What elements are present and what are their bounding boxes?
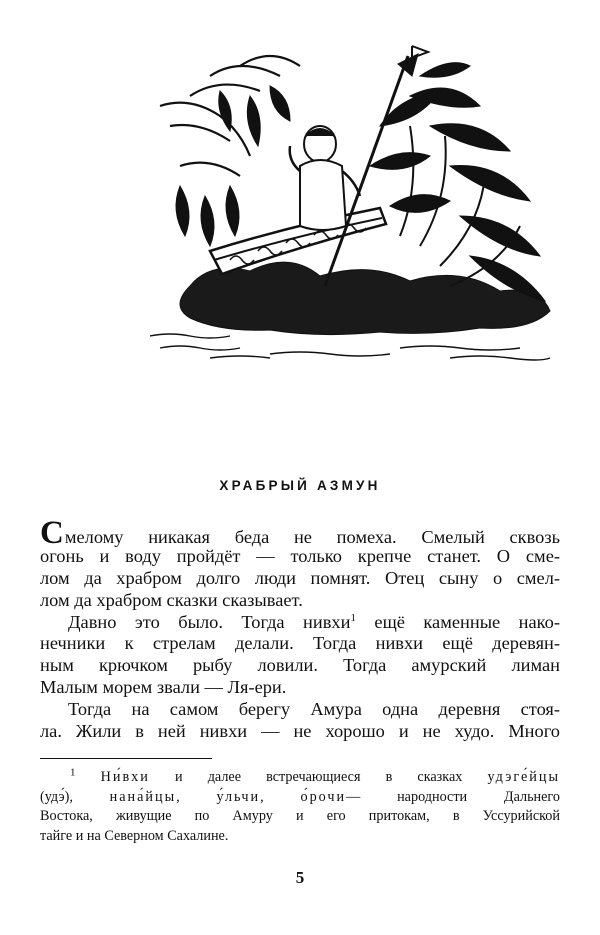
paragraph-3-line-2: ла. Жили в ней нивхи — не хорошо и не худо. Много <box>40 721 560 742</box>
page-number: 5 <box>295 868 305 887</box>
footnote-line-4: тайге и на Северном Сахалине. <box>40 828 229 845</box>
paragraph-2-line-4: Малым морем звали — Ля-ери. <box>40 677 287 698</box>
paragraph-1-line-4: лом да храбром сказки сказывает. <box>40 589 303 610</box>
drop-cap: С <box>40 515 64 551</box>
paragraph-1-line-2: огонь и воду пройдёт — только крепче станет. О сме- <box>40 545 560 566</box>
footnote-line-1: $^1$ Ни́вхи и далее встречающиеся в сказках удэге́йцы <box>70 766 560 785</box>
footnote-mark: 1 <box>70 766 76 779</box>
footnote <box>40 768 560 847</box>
illustration-boy-in-boat <box>150 36 560 366</box>
footnote-divider <box>40 758 212 759</box>
paragraph-2-line-2: нечники к стрелам делали. Тогда нивхи ещё деревян- <box>40 633 560 654</box>
footnote-line-2: (удэ́), нана́йцы, у́льчи, о́рочи— народности Дальнего <box>40 788 560 805</box>
footnote-reference: 1 <box>350 611 356 624</box>
paragraph-2-line-1: Давно это было. Тогда нивхи$^1$ ещё каменные нако- <box>68 611 560 632</box>
story-title: ХРАБРЫЙ АЗМУН <box>219 478 381 493</box>
paragraph-1-line-1: Смелому никакая беда не помеха. Смелый сквозь <box>40 515 560 551</box>
paragraph-2-line-3: ным крючком рыбу ловили. Тогда амурский лиман <box>40 655 560 676</box>
paragraph-3-line-1: Тогда на самом берегу Амура одна деревня стоя- <box>68 699 560 720</box>
paragraph-1-line-3: лом да храбром долго люди помнят. Отец сыну о смел- <box>40 567 560 588</box>
footnote-line-3: Востока, живущие по Амуру и его притокам, в Уссурийской <box>40 808 560 825</box>
story-body <box>40 515 560 743</box>
